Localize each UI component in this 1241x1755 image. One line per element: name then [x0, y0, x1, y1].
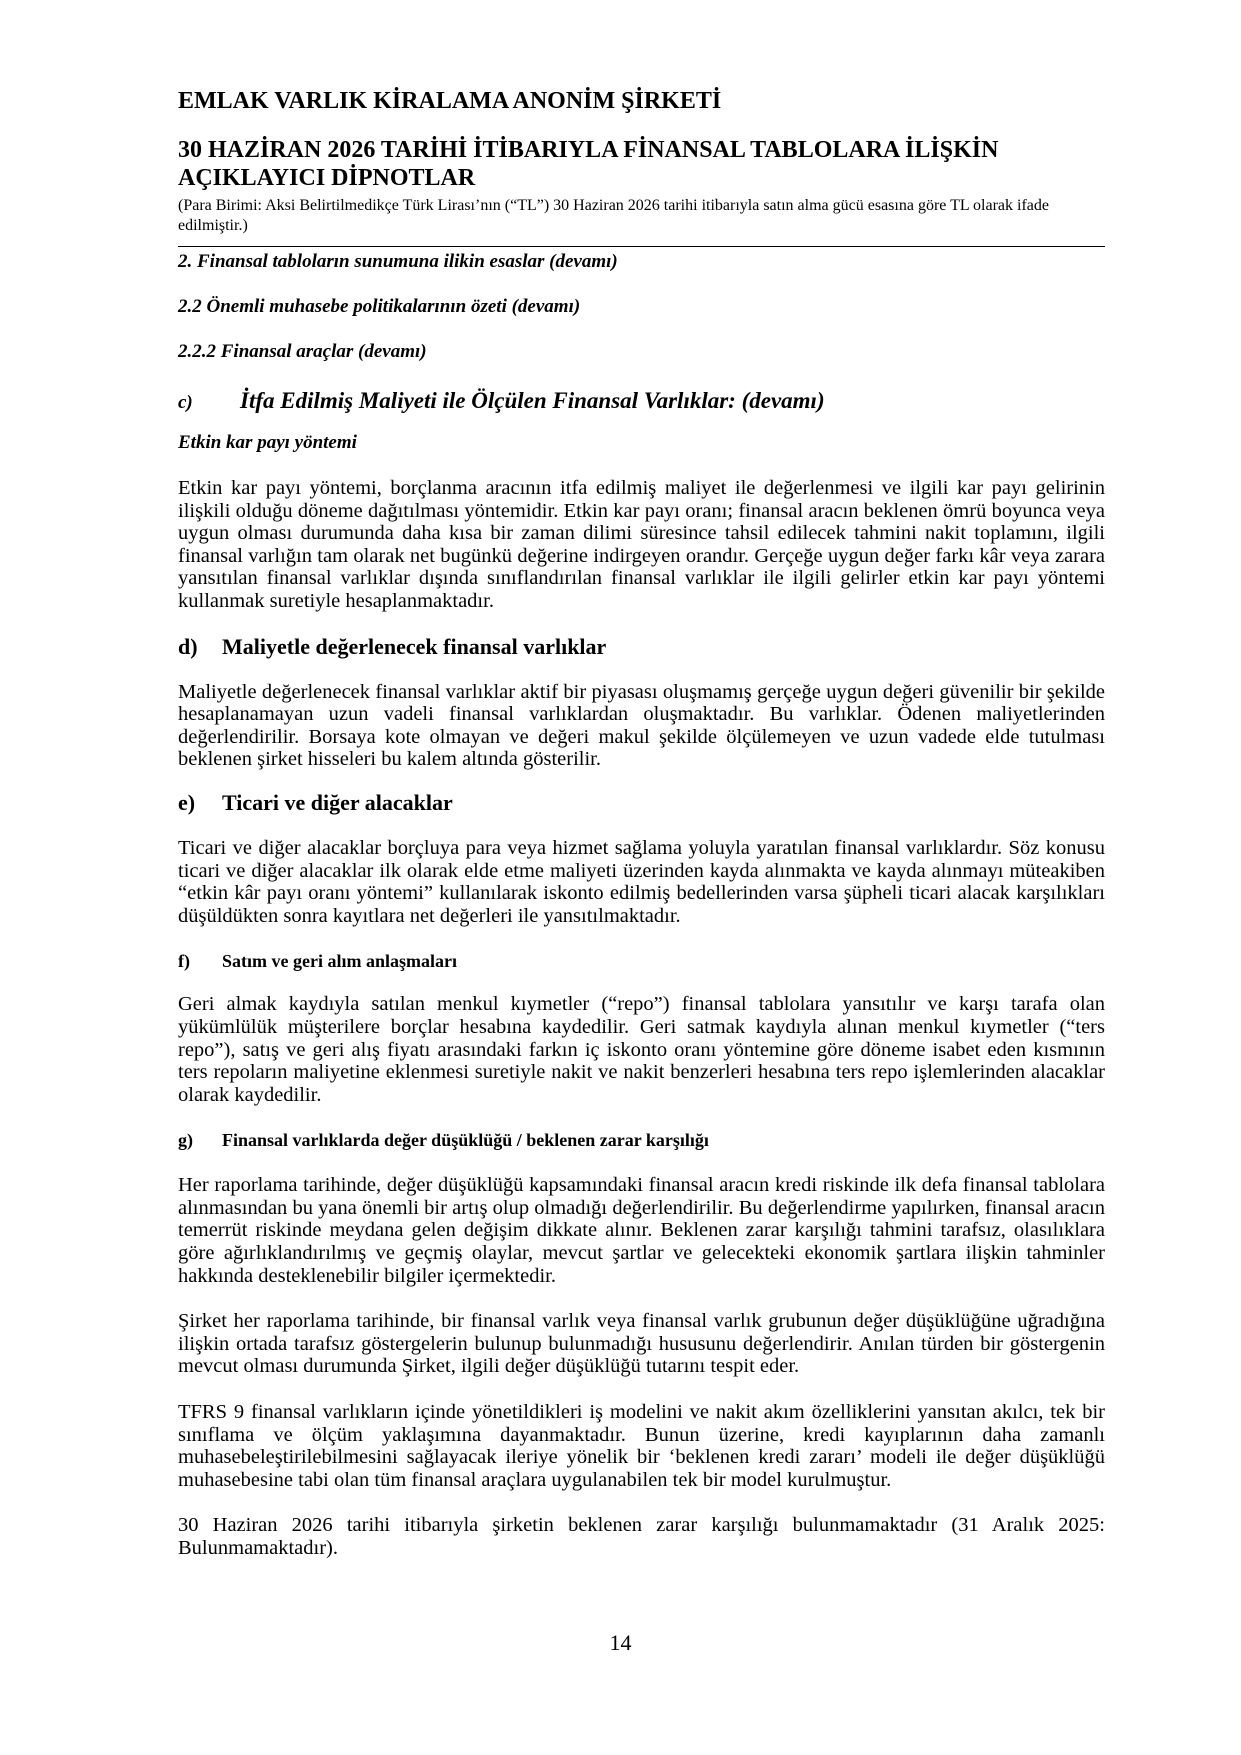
part-d-title: Maliyetle değerlenecek finansal varlıklar	[222, 633, 607, 659]
part-f-letter: f)	[178, 951, 190, 972]
part-c-subheading: Etkin kar payı yöntemi	[178, 432, 357, 453]
document-title-line1: 30 HAZİRAN 2026 TARİHİ İTİBARIYLA FİNANSAL TABLOLARA İLİŞKİN	[178, 137, 999, 163]
header-divider	[178, 246, 1105, 247]
part-f-paragraph: Geri almak kaydıyla satılan menkul kıymetler (“repo”) finansal tablolara yansıtılır ve karşı tarafa olan yükümlülük müşterilere borçlar hesabına kaydedilir. Geri satmak kaydıyla alınan menkul kıymetler (“ters repo”), satış ve geri alış fiyatı arasındaki farkın iç iskonto oranı yöntemine göre döneme isabet eden kısmının ters repoların maliyetine eklenmesi suretiyle nakit ve nakit benzerleri hesabına ters repo işlemlerinden alacaklar olarak kaydedilir.	[178, 993, 1105, 1106]
part-e-title: Ticari ve diğer alacaklar	[222, 789, 453, 815]
section-heading: 2. Finansal tabloların sunumuna ilikin esaslar (devamı)	[178, 251, 618, 272]
part-g-paragraph-2: Şirket her raporlama tarihinde, bir finansal varlık veya finansal varlık grubunun değer düşüklüğüne uğradığına ilişkin ortada tarafsız göstergelerin bulunup bulunmadığı hususunu değerlendirir. Anılan türden bir göstergenin mevcut olması durumunda Şirket, ilgili değer düşüklüğü tutarını tespit eder.	[178, 1310, 1105, 1378]
part-f-title: Satım ve geri alım anlaşmaları	[222, 951, 457, 972]
part-c-heading	[178, 387, 1105, 415]
subsection-heading: 2.2 Önemli muhasebe politikalarının özeti (devamı)	[178, 296, 581, 317]
part-g-letter: g)	[178, 1130, 193, 1151]
part-g-heading	[178, 1128, 1105, 1152]
part-g-paragraph-3: TFRS 9 finansal varlıkların içinde yönetildikleri iş modelini ve nakit akım özelliklerini yansıtan akılcı, tek bir sınıflama ve ölçüm yaklaşımına dayanmaktadır. Bunun üzerine, kredi kayıplarının daha zamanlı muhasebeleştirilebilmesini sağlayacak ileriye yönelik bir ‘beklenen kredi zararı’ modeli ile değer düşüklüğü muhasebesine tabi olan tüm finansal araçlara uygulanabilen tek bir model kurulmuştur.	[178, 1401, 1105, 1491]
part-c-letter: c)	[178, 392, 193, 413]
part-f-heading	[178, 949, 1105, 973]
subsubsection-heading: 2.2.2 Finansal araçlar (devamı)	[178, 341, 427, 362]
company-name: EMLAK VARLIK KİRALAMA ANONİM ŞİRKETİ	[178, 88, 722, 114]
part-e-heading	[178, 789, 1105, 817]
part-g-paragraph-1: Her raporlama tarihinde, değer düşüklüğü kapsamındaki finansal aracın kredi riskinde ilk defa finansal tablolara alınmasından bu yana önemli bir artış olup olmadığı değerlendirilir. Bu değerlendirme yapılırken, finansal aracın temerrüt riskinde meydana gelen değişim dikkate alınır. Beklenen zarar karşılığı tahmini tarafsız, olasılıklara göre ağırlıklandırılmış ve geçmiş olaylar, mevcut şartlar ve gelecekteki ekonomik şartlara ilişkin tahminler hakkında desteklenebilir bilgiler içermektedir.	[178, 1174, 1105, 1287]
document-title-line2: AÇIKLAYICI DİPNOTLAR	[178, 165, 476, 191]
part-d-heading	[178, 633, 1105, 661]
page-number: 14	[609, 1630, 632, 1655]
part-g-paragraph-4: 30 Haziran 2026 tarihi itibarıyla şirketin beklenen zarar karşılığı bulunmamaktadır (31 Aralık 2025: Bulunmamaktadır).	[178, 1514, 1105, 1559]
part-d-letter: d)	[178, 633, 198, 659]
document-title	[178, 136, 1105, 192]
part-g-title: Finansal varlıklarda değer düşüklüğü / beklenen zarar karşılığı	[222, 1130, 709, 1151]
page-content	[178, 86, 1105, 1560]
part-e-paragraph: Ticari ve diğer alacaklar borçluya para veya hizmet sağlama yoluyla yaratılan finansal varlıklardır. Söz konusu ticari ve diğer alacaklar ilk olarak elde etme maliyeti üzerinden kayda alınmakta ve kayda alınmayı müteakiben “etkin kâr payı oranı yöntemi” kullanılarak iskonto edilmiş bedellerinden varsa şüpheli ticari alacak karşılıkları düşüldükten sonra kayıtlara net değerleri ile yansıtılmaktadır.	[178, 836, 1105, 927]
part-c-title: İtfa Edilmiş Maliyeti ile Ölçülen Finansal Varlıklar: (devamı)	[240, 388, 825, 413]
currency-note: (Para Birimi: Aksi Belirtilmedikçe Türk Lirası’nın (“TL”) 30 Haziran 2026 tarihi itibarıyla satın alma gücü esasına göre TL olarak ifade edilmiştir.)	[178, 197, 1049, 234]
part-e-letter: e)	[178, 789, 196, 815]
part-c-paragraph: Etkin kar payı yöntemi, borçlanma aracının itfa edilmiş maliyet ile değerlenmesi ve ilgili kar payı gelirinin ilişkili olduğu döneme dağıtılması yöntemidir. Etkin kar payı oranı; finansal aracın beklenen ömrü boyunca veya uygun olması durumunda daha kısa bir zaman dilimi süresince tahsil edilecek tahmini nakit toplamını, ilgili finansal varlığın tam olarak net bugünkü değerine indirgeyen orandır. Gerçeğe uygun değer farkı kâr veya zarara yansıtılan finansal varlıklar dışında sınıflandırılan finansal varlıklar ile ilgili gelirler etkin kar payı yöntemi kullanmak suretiyle hesaplanmaktadır.	[178, 477, 1105, 612]
part-d-paragraph: Maliyetle değerlenecek finansal varlıklar aktif bir piyasası oluşmamış gerçeğe uygun değeri güvenilir bir şekilde hesaplanamayan uzun vadeli finansal varlıklardan oluşmaktadır. Bu varlıklar. Ödenen maliyetlerinden değerlendirilir. Borsaya kote olmayan ve değeri makul şekilde ölçülemeyen ve uzun vadede elde tutulması beklenen şirket hisseleri bu kalem altında gösterilir.	[178, 680, 1105, 771]
